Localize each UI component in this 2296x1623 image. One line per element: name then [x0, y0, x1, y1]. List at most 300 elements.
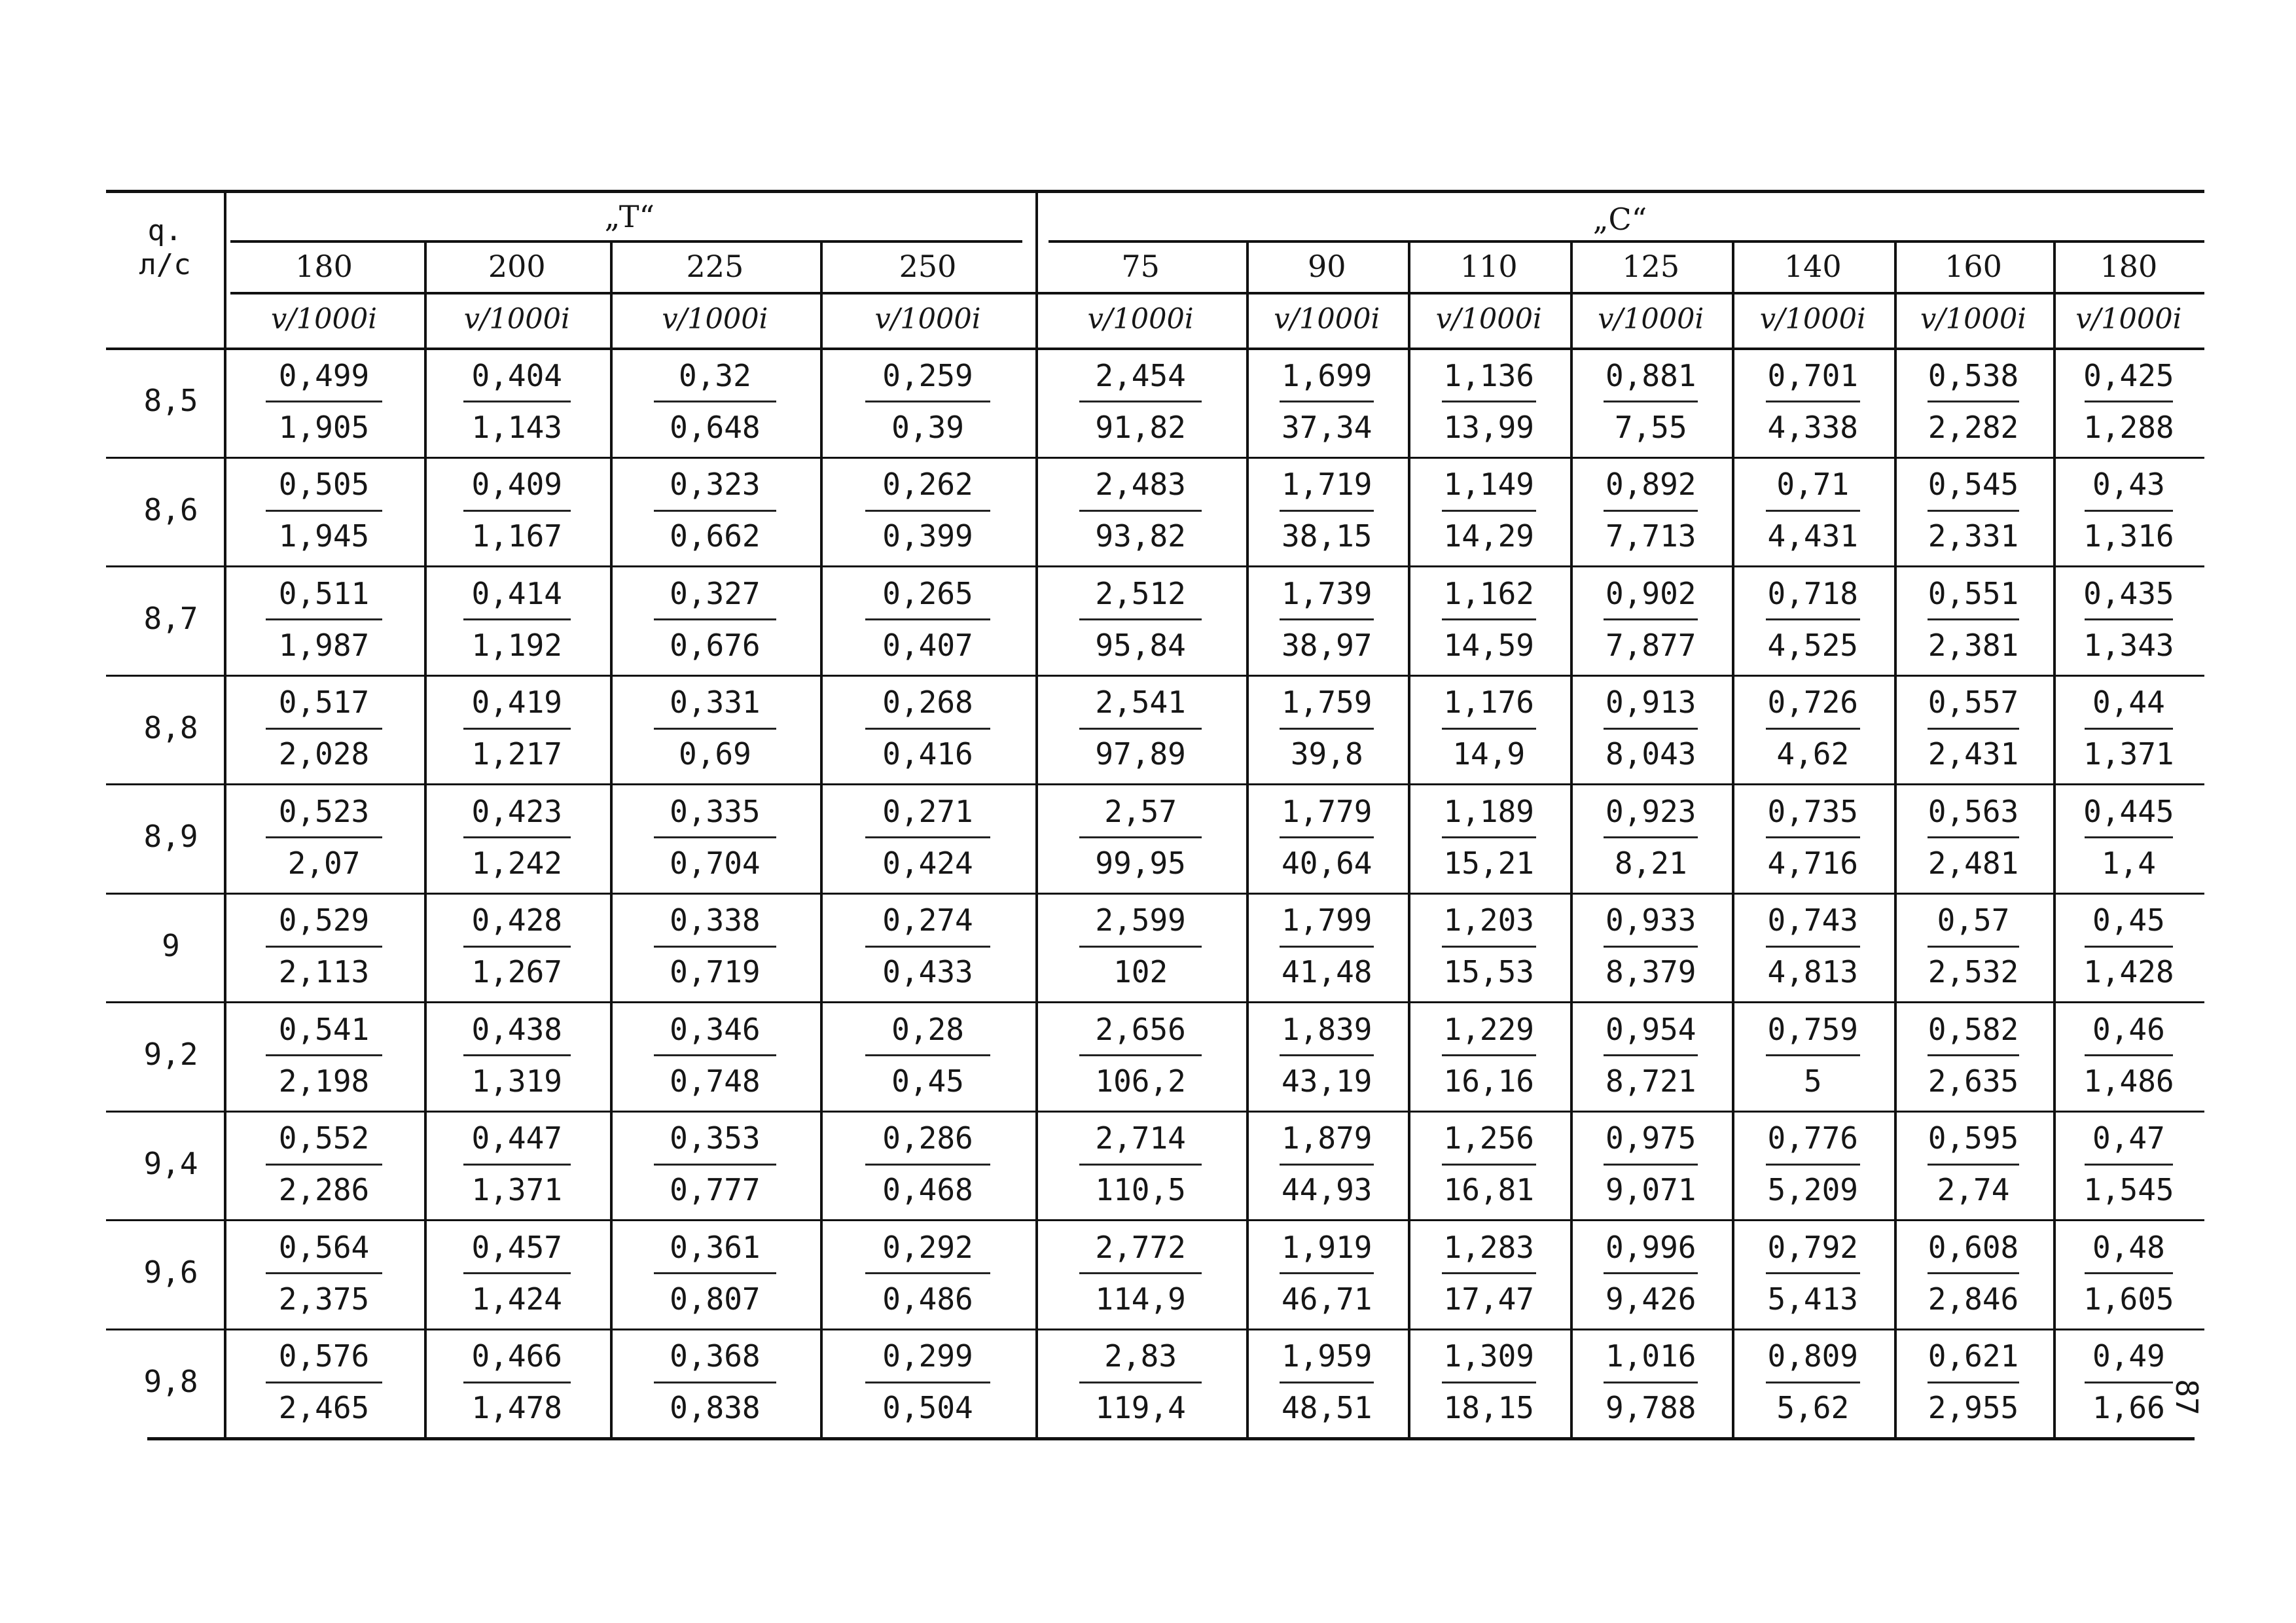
- head-loss-value: 9,426: [1605, 1281, 1696, 1317]
- velocity-value: 1,839: [1282, 1011, 1372, 1047]
- fraction-bar: [2085, 1272, 2172, 1274]
- velocity-value: 1,283: [1443, 1229, 1534, 1265]
- head-loss-value: 14,59: [1443, 627, 1534, 663]
- diameter-label: 180: [2100, 249, 2158, 285]
- velocity-value: 1,879: [1282, 1120, 1372, 1156]
- fraction-bar: [1604, 728, 1698, 730]
- head-loss-value: 16,16: [1443, 1063, 1534, 1099]
- velocity-value: 0,438: [471, 1011, 562, 1047]
- fraction-bar: [266, 1164, 382, 1166]
- velocity-value: 1,919: [1282, 1229, 1372, 1265]
- velocity-head-label: v/1000i: [1274, 302, 1380, 336]
- velocity-value: 0,49: [2092, 1338, 2165, 1374]
- fraction-bar: [865, 401, 990, 402]
- column-divider: [1035, 190, 1038, 1437]
- velocity-value: 0,564: [278, 1229, 370, 1265]
- head-loss-value: 99,95: [1095, 845, 1186, 881]
- head-loss-value: 2,07: [287, 845, 361, 881]
- fraction-bar: [1079, 728, 1202, 730]
- fraction-bar: [2085, 401, 2172, 402]
- head-loss-value: 14,29: [1443, 518, 1534, 554]
- velocity-value: 1,149: [1443, 467, 1534, 503]
- velocity-value: 0,505: [278, 467, 370, 503]
- head-loss-value: 8,379: [1605, 954, 1696, 990]
- head-loss-value: 1,428: [2083, 954, 2174, 990]
- head-loss-value: 15,53: [1443, 954, 1534, 990]
- velocity-value: 0,913: [1605, 685, 1696, 721]
- velocity-value: 0,335: [670, 793, 761, 829]
- fraction-bar: [463, 1054, 571, 1056]
- head-loss-value: 4,813: [1767, 954, 1858, 990]
- diameter-label: 110: [1460, 249, 1518, 285]
- head-loss-value: 0,45: [891, 1063, 964, 1099]
- head-loss-value: 2,74: [1937, 1172, 2010, 1207]
- diameter-label: 200: [488, 249, 546, 285]
- column-divider: [1570, 240, 1573, 1437]
- velocity-value: 0,933: [1605, 902, 1696, 938]
- fraction-bar: [266, 946, 382, 948]
- velocity-value: 2,772: [1095, 1229, 1186, 1265]
- column-divider: [610, 240, 613, 1437]
- fraction-bar: [266, 836, 382, 838]
- fraction-bar: [1928, 728, 2020, 730]
- fraction-bar: [1766, 946, 1860, 948]
- fraction-bar: [1280, 1272, 1374, 1274]
- velocity-value: 0,718: [1767, 575, 1858, 611]
- fraction-bar: [463, 1164, 571, 1166]
- head-loss-value: 7,55: [1614, 409, 1687, 445]
- velocity-value: 0,975: [1605, 1120, 1696, 1156]
- flow-rate-value: 9,8: [143, 1363, 198, 1399]
- fraction-bar: [463, 401, 571, 402]
- head-loss-value: 0,416: [882, 736, 973, 772]
- velocity-value: 0,551: [1928, 575, 2019, 611]
- fraction-bar: [2085, 1054, 2172, 1056]
- head-loss-value: 9,071: [1605, 1172, 1696, 1207]
- head-loss-value: 8,043: [1605, 736, 1696, 772]
- fraction-bar: [1604, 401, 1698, 402]
- velocity-value: 1,176: [1443, 685, 1534, 721]
- head-loss-value: 1,319: [471, 1063, 562, 1099]
- velocity-value: 0,552: [278, 1120, 370, 1156]
- head-loss-value: 2,028: [278, 736, 370, 772]
- velocity-value: 2,454: [1095, 357, 1186, 393]
- fraction-bar: [1766, 1054, 1860, 1056]
- velocity-head-label: v/1000i: [271, 302, 377, 336]
- fraction-bar: [1079, 618, 1202, 620]
- head-loss-value: 40,64: [1282, 845, 1372, 881]
- fraction-bar: [1604, 1272, 1698, 1274]
- fraction-bar: [2085, 836, 2172, 838]
- fraction-bar: [463, 1382, 571, 1383]
- head-loss-value: 0,468: [882, 1172, 973, 1207]
- group-label-t: „T“: [604, 198, 655, 234]
- velocity-value: 0,996: [1605, 1229, 1696, 1265]
- head-loss-value: 18,15: [1443, 1390, 1534, 1425]
- row-rule: [106, 1329, 2204, 1330]
- header-bottom-rule: [106, 348, 2204, 350]
- head-loss-value: 16,81: [1443, 1172, 1534, 1207]
- group-t-rule: [230, 240, 1022, 243]
- head-loss-value: 1,371: [2083, 736, 2174, 772]
- head-loss-value: 97,89: [1095, 736, 1186, 772]
- fraction-bar: [654, 618, 776, 620]
- head-loss-value: 17,47: [1443, 1281, 1534, 1317]
- fraction-bar: [1604, 836, 1698, 838]
- page-number: 87: [2169, 1379, 2205, 1416]
- head-loss-value: 5,413: [1767, 1281, 1858, 1317]
- flow-rate-value: 9: [162, 927, 180, 963]
- velocity-head-label: v/1000i: [874, 302, 981, 336]
- fraction-bar: [463, 618, 571, 620]
- head-loss-value: 14,9: [1452, 736, 1526, 772]
- head-loss-value: 1,66: [2092, 1390, 2165, 1425]
- head-loss-value: 38,15: [1282, 518, 1372, 554]
- group-label-c: „C“: [1592, 202, 1647, 238]
- head-loss-value: 2,113: [278, 954, 370, 990]
- velocity-value: 0,759: [1767, 1011, 1858, 1047]
- velocity-value: 2,541: [1095, 685, 1186, 721]
- velocity-value: 2,512: [1095, 575, 1186, 611]
- velocity-value: 0,286: [882, 1120, 973, 1156]
- head-loss-value: 1,987: [278, 627, 370, 663]
- head-loss-value: 44,93: [1282, 1172, 1372, 1207]
- head-loss-value: 4,716: [1767, 845, 1858, 881]
- fraction-bar: [1766, 1272, 1860, 1274]
- fraction-bar: [865, 836, 990, 838]
- fraction-bar: [1928, 1382, 2020, 1383]
- fraction-bar: [1442, 1272, 1536, 1274]
- head-loss-value: 119,4: [1095, 1390, 1186, 1425]
- row-rule: [106, 1111, 2204, 1113]
- fraction-bar: [1442, 836, 1536, 838]
- velocity-value: 2,714: [1095, 1120, 1186, 1156]
- fraction-bar: [1079, 401, 1202, 402]
- fraction-bar: [1280, 728, 1374, 730]
- fraction-bar: [1079, 1164, 1202, 1166]
- velocity-value: 0,47: [2092, 1120, 2165, 1156]
- velocity-value: 0,259: [882, 357, 973, 393]
- head-loss-value: 93,82: [1095, 518, 1186, 554]
- fraction-bar: [1079, 946, 1202, 948]
- velocity-value: 1,959: [1282, 1338, 1372, 1374]
- head-loss-value: 0,704: [670, 845, 761, 881]
- fraction-bar: [1766, 401, 1860, 402]
- fraction-bar: [2085, 728, 2172, 730]
- head-loss-value: 0,662: [670, 518, 761, 554]
- head-loss-value: 8,721: [1605, 1063, 1696, 1099]
- column-divider: [1894, 240, 1897, 1437]
- flow-rate-value: 9,6: [143, 1255, 198, 1290]
- velocity-value: 2,83: [1104, 1338, 1177, 1374]
- head-loss-value: 1,242: [471, 845, 562, 881]
- velocity-value: 0,608: [1928, 1229, 2019, 1265]
- fraction-bar: [865, 1054, 990, 1056]
- head-loss-value: 2,635: [1928, 1063, 2019, 1099]
- head-loss-value: 1,143: [471, 409, 562, 445]
- column-divider: [820, 240, 823, 1437]
- head-loss-value: 8,21: [1614, 845, 1687, 881]
- velocity-value: 0,809: [1767, 1338, 1858, 1374]
- fraction-bar: [1280, 1054, 1374, 1056]
- fraction-bar: [1280, 1164, 1374, 1166]
- q-label: q.: [147, 214, 183, 248]
- fraction-bar: [1766, 836, 1860, 838]
- head-loss-value: 95,84: [1095, 627, 1186, 663]
- velocity-value: 0,43: [2092, 467, 2165, 503]
- fraction-bar: [654, 728, 776, 730]
- head-loss-value: 1,267: [471, 954, 562, 990]
- fraction-bar: [1928, 1272, 2020, 1274]
- head-loss-value: 0,407: [882, 627, 973, 663]
- velocity-value: 2,656: [1095, 1011, 1186, 1047]
- head-loss-value: 0,69: [678, 736, 751, 772]
- fraction-bar: [266, 618, 382, 620]
- fraction-bar: [654, 1164, 776, 1166]
- velocity-value: 0,331: [670, 685, 761, 721]
- flow-rate-value: 8,8: [143, 709, 198, 745]
- velocity-value: 0,457: [471, 1229, 562, 1265]
- head-loss-value: 1,217: [471, 736, 562, 772]
- velocity-head-label: v/1000i: [1598, 302, 1704, 336]
- head-loss-value: 0,504: [882, 1390, 973, 1425]
- velocity-value: 1,699: [1282, 357, 1372, 393]
- head-loss-value: 1,343: [2083, 627, 2174, 663]
- fraction-bar: [1280, 401, 1374, 402]
- fraction-bar: [1442, 946, 1536, 948]
- velocity-value: 2,483: [1095, 467, 1186, 503]
- diameter-label: 90: [1307, 249, 1346, 285]
- head-loss-value: 0,719: [670, 954, 761, 990]
- fraction-bar: [1442, 1054, 1536, 1056]
- fraction-bar: [266, 1382, 382, 1383]
- diameter-label: 140: [1784, 249, 1842, 285]
- velocity-value: 0,346: [670, 1011, 761, 1047]
- head-loss-value: 5: [1803, 1063, 1822, 1099]
- fraction-bar: [654, 946, 776, 948]
- fraction-bar: [2085, 1164, 2172, 1166]
- head-loss-value: 37,34: [1282, 409, 1372, 445]
- head-loss-value: 4,338: [1767, 409, 1858, 445]
- velocity-value: 0,735: [1767, 793, 1858, 829]
- q-column-divider: [224, 190, 226, 1437]
- head-loss-value: 1,167: [471, 518, 562, 554]
- fraction-bar: [1928, 1164, 2020, 1166]
- velocity-head-label: v/1000i: [463, 302, 570, 336]
- fraction-bar: [1442, 1164, 1536, 1166]
- group-c-rule: [1049, 240, 2205, 243]
- fraction-bar: [1280, 618, 1374, 620]
- fraction-bar: [2085, 618, 2172, 620]
- velocity-value: 0,776: [1767, 1120, 1858, 1156]
- velocity-value: 0,271: [882, 793, 973, 829]
- fraction-bar: [1928, 401, 2020, 402]
- head-loss-value: 5,62: [1776, 1390, 1850, 1425]
- fraction-bar: [654, 1382, 776, 1383]
- q-unit-label: л/с: [139, 248, 191, 281]
- fraction-bar: [463, 1272, 571, 1274]
- fraction-bar: [654, 401, 776, 402]
- head-loss-value: 2,465: [278, 1390, 370, 1425]
- head-loss-value: 0,676: [670, 627, 761, 663]
- head-loss-value: 114,9: [1095, 1281, 1186, 1317]
- velocity-value: 0,353: [670, 1120, 761, 1156]
- fraction-bar: [1928, 618, 2020, 620]
- velocity-value: 0,404: [471, 357, 562, 393]
- velocity-value: 1,309: [1443, 1338, 1534, 1374]
- velocity-value: 2,57: [1104, 793, 1177, 829]
- velocity-value: 0,428: [471, 902, 562, 938]
- fraction-bar: [654, 1272, 776, 1274]
- head-loss-value: 48,51: [1282, 1390, 1372, 1425]
- head-loss-value: 0,433: [882, 954, 973, 990]
- velocity-value: 0,268: [882, 685, 973, 721]
- velocity-head-label: v/1000i: [1087, 302, 1194, 336]
- velocity-value: 0,466: [471, 1338, 562, 1374]
- velocity-value: 0,557: [1928, 685, 2019, 721]
- velocity-value: 0,425: [2083, 357, 2174, 393]
- head-loss-value: 2,846: [1928, 1281, 2019, 1317]
- fraction-bar: [1079, 836, 1202, 838]
- velocity-value: 0,46: [2092, 1011, 2165, 1047]
- head-loss-value: 4,525: [1767, 627, 1858, 663]
- head-loss-value: 91,82: [1095, 409, 1186, 445]
- fraction-bar: [1766, 728, 1860, 730]
- head-loss-value: 9,788: [1605, 1390, 1696, 1425]
- row-rule: [106, 1001, 2204, 1003]
- head-loss-value: 13,99: [1443, 409, 1534, 445]
- fraction-bar: [1604, 1164, 1698, 1166]
- fraction-bar: [1280, 836, 1374, 838]
- fraction-bar: [463, 946, 571, 948]
- fraction-bar: [1079, 1272, 1202, 1274]
- head-loss-value: 0,399: [882, 518, 973, 554]
- velocity-value: 0,414: [471, 575, 562, 611]
- velocity-value: 0,323: [670, 467, 761, 503]
- flow-rate-value: 8,9: [143, 819, 198, 854]
- head-loss-value: 7,713: [1605, 518, 1696, 554]
- fraction-bar: [865, 1164, 990, 1166]
- head-loss-value: 38,97: [1282, 627, 1372, 663]
- velocity-value: 1,203: [1443, 902, 1534, 938]
- velocity-value: 0,517: [278, 685, 370, 721]
- velocity-value: 0,262: [882, 467, 973, 503]
- column-divider: [1732, 240, 1734, 1437]
- fraction-bar: [1280, 946, 1374, 948]
- flow-rate-value: 9,2: [143, 1037, 198, 1072]
- head-loss-value: 4,431: [1767, 518, 1858, 554]
- velocity-value: 0,726: [1767, 685, 1858, 721]
- fraction-bar: [1442, 728, 1536, 730]
- head-loss-value: 1,905: [278, 409, 370, 445]
- head-loss-value: 2,381: [1928, 627, 2019, 663]
- velocity-value: 0,881: [1605, 357, 1696, 393]
- velocity-value: 0,563: [1928, 793, 2019, 829]
- velocity-value: 1,016: [1605, 1338, 1696, 1374]
- velocity-value: 1,759: [1282, 685, 1372, 721]
- velocity-value: 0,435: [2083, 575, 2174, 611]
- head-loss-value: 15,21: [1443, 845, 1534, 881]
- velocity-value: 0,511: [278, 575, 370, 611]
- head-loss-value: 43,19: [1282, 1063, 1372, 1099]
- row-rule: [106, 893, 2204, 895]
- head-loss-value: 1,371: [471, 1172, 562, 1207]
- fraction-bar: [1766, 510, 1860, 512]
- fraction-bar: [1604, 618, 1698, 620]
- flow-rate-value: 8,6: [143, 491, 198, 527]
- velocity-value: 0,445: [2083, 793, 2174, 829]
- head-loss-value: 1,486: [2083, 1063, 2174, 1099]
- fraction-bar: [463, 836, 571, 838]
- velocity-value: 0,621: [1928, 1338, 2019, 1374]
- fraction-bar: [1442, 618, 1536, 620]
- velocity-value: 0,292: [882, 1229, 973, 1265]
- fraction-bar: [266, 1272, 382, 1274]
- column-divider: [424, 240, 427, 1437]
- fraction-bar: [1766, 1164, 1860, 1166]
- velocity-head-label: v/1000i: [1920, 302, 2026, 336]
- fraction-bar: [1928, 1054, 2020, 1056]
- fraction-bar: [266, 401, 382, 402]
- velocity-value: 0,582: [1928, 1011, 2019, 1047]
- velocity-value: 0,499: [278, 357, 370, 393]
- table-top-rule: [106, 190, 2204, 193]
- velocity-value: 1,779: [1282, 793, 1372, 829]
- head-loss-value: 1,945: [278, 518, 370, 554]
- head-loss-value: 2,431: [1928, 736, 2019, 772]
- velocity-value: 0,595: [1928, 1120, 2019, 1156]
- velocity-value: 1,719: [1282, 467, 1372, 503]
- head-loss-value: 2,955: [1928, 1390, 2019, 1425]
- fraction-bar: [266, 510, 382, 512]
- velocity-value: 1,189: [1443, 793, 1534, 829]
- fraction-bar: [463, 510, 571, 512]
- head-loss-value: 1,478: [471, 1390, 562, 1425]
- velocity-value: 0,32: [678, 357, 751, 393]
- fraction-bar: [865, 728, 990, 730]
- head-loss-value: 41,48: [1282, 954, 1372, 990]
- head-loss-value: 2,282: [1928, 409, 2019, 445]
- velocity-value: 1,799: [1282, 902, 1372, 938]
- velocity-value: 1,162: [1443, 575, 1534, 611]
- fraction-bar: [266, 728, 382, 730]
- head-loss-value: 0,424: [882, 845, 973, 881]
- column-divider: [2053, 240, 2056, 1437]
- head-loss-value: 0,648: [670, 409, 761, 445]
- velocity-value: 0,28: [891, 1011, 964, 1047]
- fraction-bar: [1604, 1382, 1698, 1383]
- head-loss-value: 2,331: [1928, 518, 2019, 554]
- velocity-value: 0,274: [882, 902, 973, 938]
- velocity-value: 2,599: [1095, 902, 1186, 938]
- velocity-value: 0,44: [2092, 685, 2165, 721]
- head-loss-value: 110,5: [1095, 1172, 1186, 1207]
- velocity-value: 1,739: [1282, 575, 1372, 611]
- velocity-value: 0,701: [1767, 357, 1858, 393]
- head-loss-value: 39,8: [1290, 736, 1363, 772]
- head-loss-value: 0,486: [882, 1281, 973, 1317]
- fraction-bar: [865, 510, 990, 512]
- fraction-bar: [654, 510, 776, 512]
- head-loss-value: 0,748: [670, 1063, 761, 1099]
- flow-rate-value: 9,4: [143, 1145, 198, 1181]
- velocity-value: 0,523: [278, 793, 370, 829]
- velocity-value: 0,447: [471, 1120, 562, 1156]
- head-loss-value: 7,877: [1605, 627, 1696, 663]
- diameter-label: 75: [1121, 249, 1160, 285]
- table-bottom-rule: [147, 1437, 2195, 1440]
- fraction-bar: [463, 728, 571, 730]
